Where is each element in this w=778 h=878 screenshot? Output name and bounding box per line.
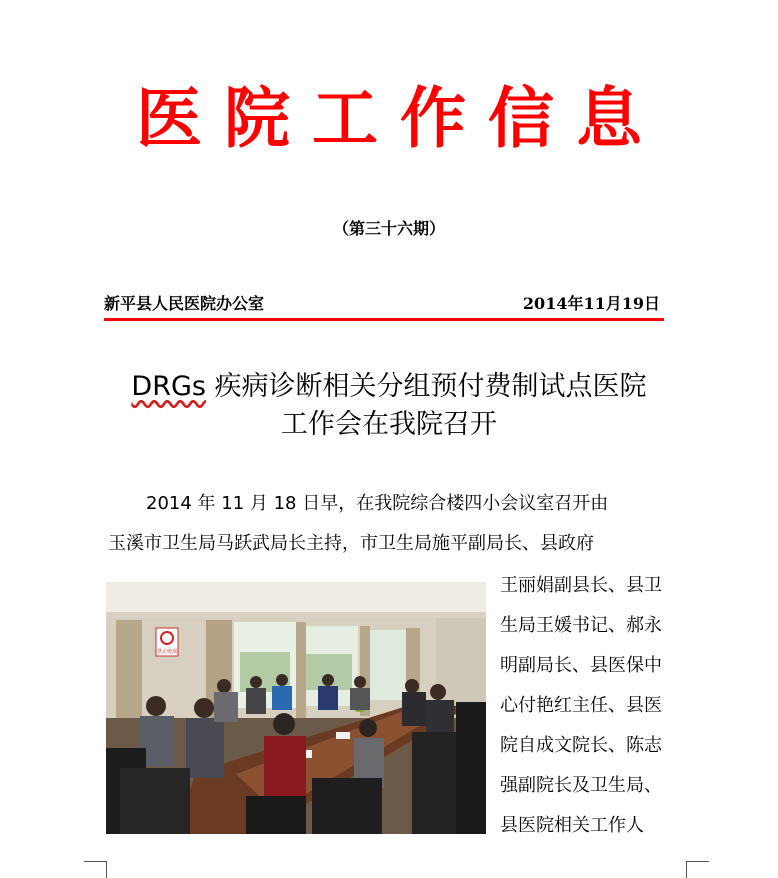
issue-date: 2014年11月19日: [522, 294, 660, 313]
spellcheck-word: DRGs: [131, 371, 206, 402]
publisher: 新平县人民医院办公室: [104, 294, 265, 313]
wrap-line-2: 生局王媛书记、郝永: [500, 615, 662, 636]
headline-line-1: [90, 368, 688, 406]
headline-line-1-rest: 疾病诊断相关分组预付费制试点医院: [205, 371, 647, 402]
article-headline: [90, 368, 688, 444]
wrap-line-1: 王丽娟副县长、县卫: [500, 575, 662, 596]
body-line-1: 2014 年 11 月 18 日早，在我院综合楼四小会议室召开由: [146, 493, 609, 514]
red-divider: [104, 318, 664, 321]
meeting-photo: [106, 582, 486, 834]
masthead-meta-row: [104, 291, 660, 313]
page-corner-mark-left: [84, 861, 107, 878]
wrap-line-4: 心付艳红主任、县医: [500, 695, 662, 716]
meeting-photo-image: [106, 582, 486, 834]
body-line-2: 玉溪市卫生局马跃武局长主持，市卫生局施平副局长、县政府: [108, 533, 594, 554]
no-smoking-sign: 禁止吸烟: [156, 649, 178, 655]
headline-line-2: 工作会在我院召开: [281, 409, 497, 440]
wrap-line-7: 县医院相关工作人: [500, 815, 644, 836]
wrap-line-3: 明副局长、县医保中: [500, 655, 662, 676]
page-corner-mark-right: [686, 861, 709, 878]
masthead-title: 医院工作信息: [136, 79, 664, 157]
wrap-line-5: 院自成文院长、陈志: [500, 735, 662, 756]
issue-number: （第三十六期）: [332, 219, 445, 238]
wrap-line-6: 强副院长及卫生局、: [500, 775, 662, 796]
